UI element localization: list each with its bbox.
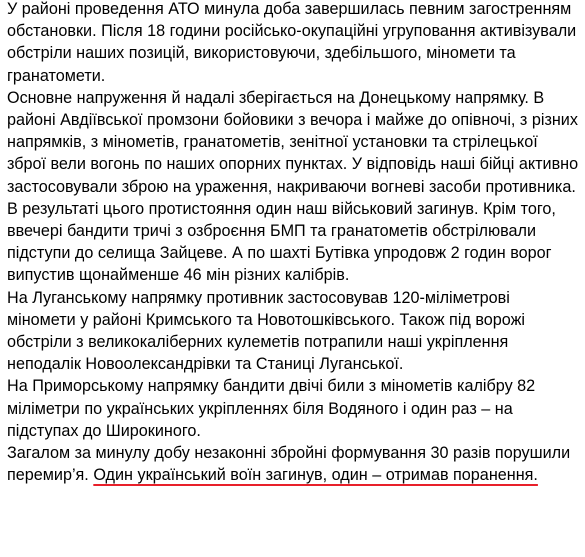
summary-lead-text: Загалом за минулу добу незаконні збройні формування 30 разів порушили перемир’я. [7,444,571,485]
paragraph-summary [7,442,581,486]
paragraph-prymorsk: На Приморському напрямку бандити двічі били з мінометів калібру 82 міліметри по українських укріпленнях біля Водяного і один раз – на підступах до Широкиного. [7,377,536,440]
paragraph-luhansk: На Луганському напрямку противник застосовував 120-міліметрові міномети у районі Кримського та Новотошківського. Також під ворожі обстріли з великокаліберних кулеметів потрапили наші укріплення неподалік Новоолександрівки та Станиці Луганської. [7,288,526,374]
article-body [7,0,581,486]
paragraph-overview: У районі проведення АТО минула доба завершилась певним загостренням обстановки. Після 18 години російсько-окупаційні угруповання активізували обстріли наших позицій, використовуючи, здебільшого, міномети та гранатомети. [7,0,577,85]
casualties-highlight: Один український воїн загинув, один – отримав поранення. [93,466,538,485]
paragraph-donetsk: Основне напруження й надалі зберігається на Донецькому напрямку. В районі Авдіївської промзони бойовики з вечора і майже до опівночі, з різних напрямків, з мінометів, гранатометів, зенітної установки та стрілецької зброї вели вогонь по наших опорних пунктах. У відповідь наші бійці активно застосовували зброю на ураження, накриваючи вогневі засоби противника. В результаті цього протистояння один наш військовий загинув. Крім того, ввечері бандити тричі з озброєння БМП та гранатометів обстрілювали підступи до селища Зайцеве. А по шахті Бутівка упродовж 2 годин ворог випустив щонайменше 46 мін різних калібрів. [7,88,579,285]
